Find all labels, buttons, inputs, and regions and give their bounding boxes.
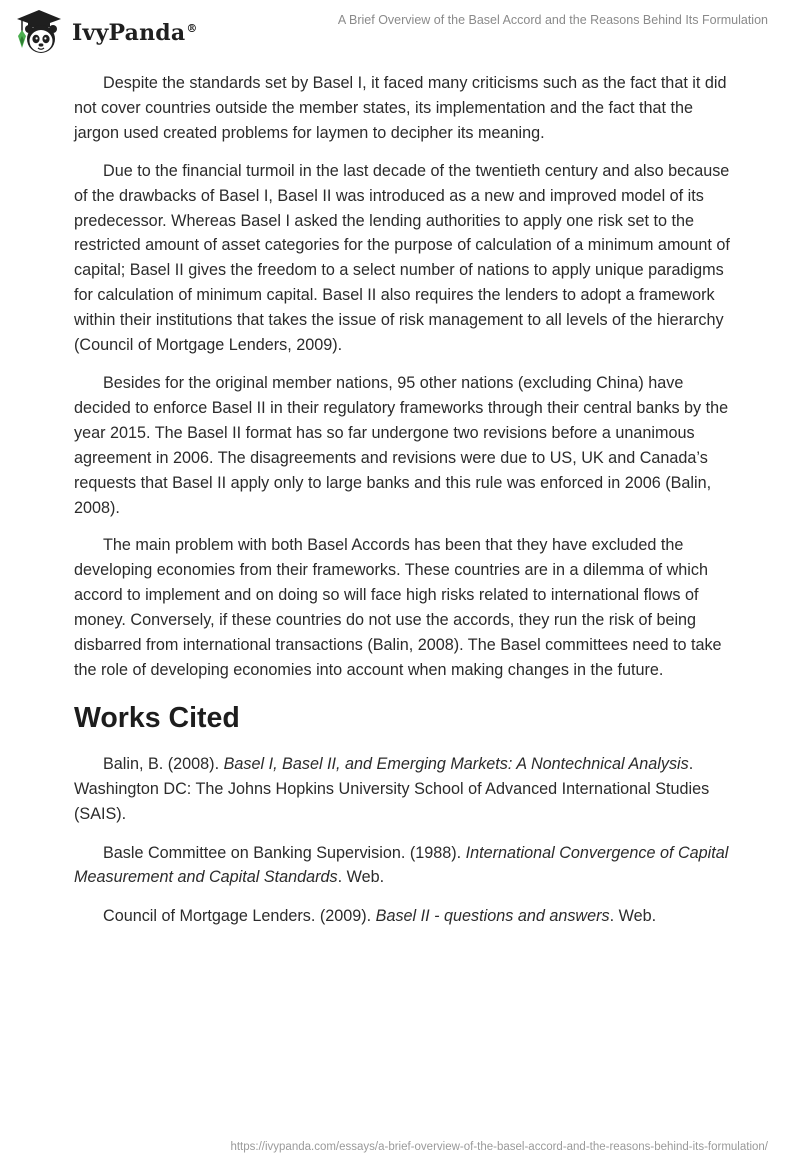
document-title: A Brief Overview of the Basel Accord and the Reasons Behind Its Formulation bbox=[337, 13, 768, 27]
source-url-link[interactable]: https://ivypanda.com/essays/a-brief-overview-of-the-basel-accord-and-the-reasons-behind-its-formulation/ bbox=[230, 1141, 768, 1153]
reference-entry bbox=[74, 752, 734, 827]
body-paragraph: Despite the standards set by Basel I, it faced many criticisms such as the fact that it did not cover countries outside the member states, its implementation and the fact that the jargon used created problems for laymen to decipher its meaning. bbox=[74, 74, 727, 142]
reference-publisher: . Washington DC: The Johns Hopkins University School of Advanced International Studies (SAIS). bbox=[74, 754, 710, 823]
reference-entry bbox=[74, 841, 734, 891]
reference-authors: Balin, B. (2008). bbox=[103, 754, 224, 773]
reference-publisher: . Web. bbox=[337, 868, 385, 887]
reference-title: Basel I, Basel II, and Emerging Markets: A Nontechnical Analysis bbox=[223, 754, 689, 773]
reference-entry bbox=[74, 904, 734, 929]
reference-authors: Council of Mortgage Lenders. (2009). bbox=[103, 907, 376, 926]
essay-content bbox=[74, 71, 734, 943]
reference-title: Basel II - questions and answers bbox=[375, 907, 610, 926]
reference-title: International Convergence of Capital Measurement and Capital Standards bbox=[74, 843, 729, 887]
ivypanda-logo[interactable] bbox=[14, 8, 198, 56]
page-header bbox=[0, 0, 800, 60]
reference-authors: Basle Committee on Banking Supervision. (1988). bbox=[103, 843, 466, 862]
body-paragraph: The main problem with both Basel Accords has been that they have excluded the developing economies from their frameworks. These countries are in a dilemma of which accord to implement and on doing so will face high risks related to international flows of money. Conversely, if these countries do not use the accords, they run the risk of being disbarred from international transactions (Balin, 2008). The Basel committees need to take the role of developing economies into account when making changes in the future. bbox=[74, 536, 722, 679]
body-paragraph: Due to the financial turmoil in the last decade of the twentieth century and also because of the drawbacks of Basel I, Basel II was introduced as a new and improved model of its predecessor. Whereas Basel I asked the lending authorities to apply one risk set to the restricted amount of asset categories for the purpose of calculation of a minimum amount of capital; Basel II gives the freedom to a select number of nations to apply unique paradigms for calculation of minimum capital. Basel II also requires the lenders to adopt a framework within their institutions that takes the issue of risk management to all levels of the hierarchy (Council of Mortgage Lenders, 2009). bbox=[74, 161, 730, 355]
body-paragraph: Besides for the original member nations, 95 other nations (excluding China) have decided to enforce Basel II in their regulatory frameworks through their central banks by the year 2015. The Basel II format has so far undergone two revisions before a unanimous agreement in 2006. The disagreements and revisions were due to US, UK and Canada’s requests that Basel II apply only to large banks and this rule was enforced in 2006 (Balin, 2008). bbox=[74, 373, 729, 517]
reference-publisher: . Web. bbox=[609, 907, 657, 926]
logo-text: IvyPanda® bbox=[72, 20, 198, 46]
works-cited-heading: Works Cited bbox=[74, 701, 240, 734]
panda-graduate-icon bbox=[14, 8, 64, 56]
